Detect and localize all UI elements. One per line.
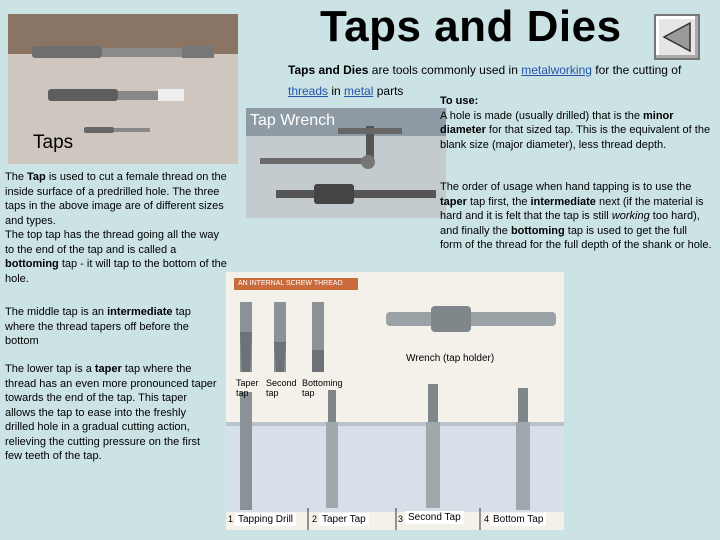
step-number-4: 4	[484, 514, 490, 524]
tap-desc-text: is used to cut a female thread on the inside surface of a predrilled hole. The three taps in the above image are of different sizes and types.	[5, 171, 227, 227]
tap-desc-text: tap - it will tap to the bottom of the hole.	[5, 258, 227, 285]
tap-desc-text: The	[5, 171, 28, 183]
step-number-3: 3	[398, 514, 404, 524]
low-desc-bold: taper	[94, 363, 122, 375]
bottom-tap-caption: Bottom Tap	[490, 513, 546, 526]
to-use-paragraph	[440, 94, 712, 152]
low-desc-text: The lower tap is a	[5, 363, 95, 375]
second-tap-caption: Second Tap	[405, 511, 464, 524]
threads-link[interactable]: threads	[288, 84, 329, 98]
metalworking-link[interactable]: metalworking	[521, 63, 592, 77]
taper-tap-caption: Taper Tap	[319, 513, 369, 526]
tap-wrench-photo	[246, 108, 446, 218]
taps-label: Taps	[33, 132, 74, 153]
intro-text: are tools commonly used in	[368, 63, 522, 77]
tap-desc-bold: bottoming	[5, 258, 59, 270]
page-title: Taps and Dies	[320, 2, 622, 51]
wrench-label: Wrench (tap holder)	[406, 353, 495, 364]
metal-link[interactable]: metal	[344, 84, 374, 98]
order-text: next (if the material is hard and it is felt that the tap is still	[440, 195, 704, 222]
intro-text: parts	[373, 84, 404, 98]
tap-description	[5, 170, 227, 286]
tapping-drill-label: Tapping Drill	[235, 513, 296, 526]
order-bold-taper: taper	[440, 195, 467, 208]
diagram-illustration	[226, 272, 564, 530]
intro-text: in	[328, 84, 345, 98]
step-number-2: 2	[312, 514, 318, 524]
back-triangle-icon	[660, 20, 694, 54]
back-button[interactable]	[654, 14, 700, 60]
low-desc-text: tap where the thread has an even more pronounced taper towards the end of the tap. This taper allows the tap to ease into the freshly drilled hole in a gradual cutting action, relieving the cutting pressure on the first few teeth of the tap.	[5, 363, 217, 462]
middle-tap-description	[5, 305, 220, 349]
mid-desc-bold: intermediate	[107, 306, 173, 318]
order-paragraph	[440, 180, 712, 253]
order-bold-bottoming: bottoming	[510, 224, 565, 237]
bottoming-tap-label: Bottoming tap	[302, 378, 343, 398]
lower-tap-description	[5, 362, 217, 464]
order-text: too hard), and finally the	[440, 210, 700, 237]
tap-desc-text: The top tap has the thread going all the way to the end of the tap and is called a	[5, 229, 220, 256]
intro-bold: Taps and Dies	[288, 63, 369, 77]
diagram-header: AN INTERNAL SCREW THREAD	[234, 278, 358, 290]
tapping-diagram	[226, 272, 564, 530]
to-use-bold: minor diameter	[440, 109, 674, 136]
taps-photo	[8, 14, 238, 164]
order-text: The order of usage when hand tapping is to use the	[440, 181, 692, 193]
to-use-text: A hole is made (usually drilled) that is the	[440, 109, 643, 122]
order-text: tap first, the	[466, 195, 531, 208]
order-text: tap is used to get the full form of the thread for the full depth of the shank or hole.	[440, 224, 712, 251]
order-italic: working	[611, 210, 650, 222]
tap-desc-bold: Tap	[27, 171, 46, 183]
intro-text: for the cutting of	[591, 63, 682, 77]
to-use-text: for that sized tap. This is the equivalent of the blank size (major diameter), less thread depth.	[440, 124, 711, 151]
step-number-1: 1	[228, 514, 234, 524]
mid-desc-text: tap where the thread tapers off before the bottom	[5, 306, 191, 347]
to-use-heading: To use:	[440, 95, 479, 107]
second-tap-label: Second tap	[266, 378, 297, 398]
order-bold-intermediate: intermediate	[530, 195, 596, 208]
mid-desc-text: The middle tap is an	[5, 306, 108, 318]
tap-wrench-label: Tap Wrench	[250, 112, 336, 129]
taper-tap-label: Taper tap	[236, 378, 259, 398]
